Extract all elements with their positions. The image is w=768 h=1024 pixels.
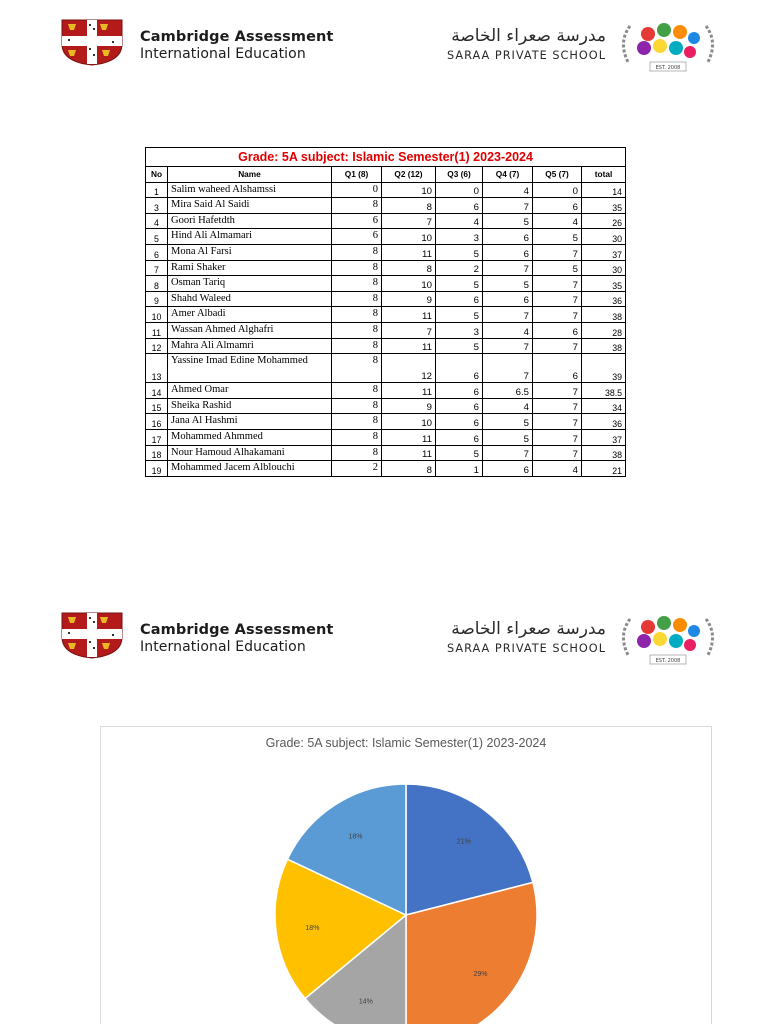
- cell-q4: 6: [483, 229, 533, 245]
- cell-total: 28: [582, 322, 626, 338]
- cell-q2: 10: [382, 414, 436, 430]
- cell-name: Mohammed Jacem Alblouchi: [168, 461, 332, 477]
- saraa-school-logo-icon: [616, 18, 720, 74]
- table-row: [146, 291, 626, 307]
- col-header-q1: Q1 (8): [332, 167, 382, 183]
- cell-q3: 4: [436, 213, 483, 229]
- cell-no: 17: [146, 429, 168, 445]
- cell-q2: 8: [382, 461, 436, 477]
- cell-q5: 4: [533, 213, 582, 229]
- cell-q5: 7: [533, 307, 582, 323]
- school-wordmark: [447, 621, 606, 654]
- cell-q5: 7: [533, 276, 582, 292]
- cell-no: 9: [146, 291, 168, 307]
- cell-q5: 7: [533, 383, 582, 399]
- cell-no: 12: [146, 338, 168, 354]
- cell-q2: 8: [382, 260, 436, 276]
- pie-chart: [100, 726, 712, 1024]
- cell-q5: 7: [533, 398, 582, 414]
- cell-q5: 6: [533, 322, 582, 338]
- cell-q3: 5: [436, 276, 483, 292]
- cell-q2: 11: [382, 338, 436, 354]
- cell-q5: 0: [533, 182, 582, 198]
- cell-q1: 8: [332, 398, 382, 414]
- cell-total: 34: [582, 398, 626, 414]
- cell-q3: 6: [436, 354, 483, 383]
- cell-total: 30: [582, 229, 626, 245]
- cell-q3: 2: [436, 260, 483, 276]
- cell-q4: 6: [483, 461, 533, 477]
- cell-q1: 8: [332, 445, 382, 461]
- table-row: [146, 244, 626, 260]
- table-row: [146, 445, 626, 461]
- cell-q4: 7: [483, 354, 533, 383]
- cell-q3: 3: [436, 322, 483, 338]
- pie-data-label: 29%: [473, 970, 488, 978]
- cell-name: Mona Al Farsi: [168, 244, 332, 260]
- cell-q4: 5: [483, 429, 533, 445]
- cell-q5: 7: [533, 244, 582, 260]
- cell-no: 18: [146, 445, 168, 461]
- cell-name: Sheika Rashid: [168, 398, 332, 414]
- cell-q1: 8: [332, 198, 382, 214]
- cell-q4: 7: [483, 445, 533, 461]
- cell-no: 6: [146, 244, 168, 260]
- cell-name: Rami Shaker: [168, 260, 332, 276]
- cell-no: 14: [146, 383, 168, 399]
- cell-q2: 11: [382, 244, 436, 260]
- cell-q3: 5: [436, 445, 483, 461]
- cell-q1: 8: [332, 354, 382, 383]
- saraa-school-logo-icon: [616, 611, 720, 667]
- cambridge-line1: Cambridge Assessment: [140, 622, 334, 638]
- cell-no: 10: [146, 307, 168, 323]
- cell-q4: 5: [483, 213, 533, 229]
- col-header-total: total: [582, 167, 626, 183]
- cell-q1: 8: [332, 244, 382, 260]
- cell-q5: 7: [533, 429, 582, 445]
- cell-total: 30: [582, 260, 626, 276]
- cambridge-line2: International Education: [140, 45, 306, 62]
- cell-q1: 8: [332, 307, 382, 323]
- cell-no: 4: [146, 213, 168, 229]
- cell-q2: 9: [382, 291, 436, 307]
- school-est: EST. 2008: [655, 65, 681, 71]
- col-header-q2: Q2 (12): [382, 167, 436, 183]
- cell-q5: 7: [533, 291, 582, 307]
- table-row: [146, 414, 626, 430]
- cell-q3: 6: [436, 291, 483, 307]
- table-row: [146, 398, 626, 414]
- cell-name: Osman Tariq: [168, 276, 332, 292]
- cell-q5: 7: [533, 414, 582, 430]
- cell-q1: 8: [332, 291, 382, 307]
- cell-q1: 8: [332, 276, 382, 292]
- cell-q4: 5: [483, 414, 533, 430]
- cell-q5: 4: [533, 461, 582, 477]
- cell-total: 21: [582, 461, 626, 477]
- table-title: Grade: 5A subject: Islamic Semester(1) 2023-2024: [146, 148, 626, 167]
- cell-q3: 3: [436, 229, 483, 245]
- cell-q4: 4: [483, 322, 533, 338]
- cell-q2: 10: [382, 182, 436, 198]
- cell-q4: 4: [483, 182, 533, 198]
- cell-q2: 8: [382, 198, 436, 214]
- cambridge-line1: Cambridge Assessment: [140, 29, 334, 45]
- cell-no: 3: [146, 198, 168, 214]
- table-row: [146, 322, 626, 338]
- chart-title: Grade: 5A subject: Islamic Semester(1) 2023-2024: [265, 736, 547, 750]
- cell-q1: 8: [332, 414, 382, 430]
- cell-no: 5: [146, 229, 168, 245]
- cell-no: 1: [146, 182, 168, 198]
- cell-no: 11: [146, 322, 168, 338]
- cell-no: 15: [146, 398, 168, 414]
- cell-total: 35: [582, 276, 626, 292]
- cell-q3: 6: [436, 429, 483, 445]
- cell-q4: 7: [483, 338, 533, 354]
- cell-total: 36: [582, 291, 626, 307]
- cell-q3: 6: [436, 398, 483, 414]
- table-row: [146, 198, 626, 214]
- cell-total: 37: [582, 244, 626, 260]
- pie-data-label: 14%: [358, 998, 373, 1006]
- pie-data-label: 21%: [456, 838, 471, 846]
- table-row: [146, 229, 626, 245]
- cell-q2: 11: [382, 429, 436, 445]
- cell-name: Jana Al Hashmi: [168, 414, 332, 430]
- cell-name: Shahd Waleed: [168, 291, 332, 307]
- cell-q4: 5: [483, 276, 533, 292]
- cell-q2: 11: [382, 307, 436, 323]
- cell-q1: 8: [332, 322, 382, 338]
- cell-q1: 8: [332, 429, 382, 445]
- cambridge-line2: International Education: [140, 638, 306, 655]
- cell-q1: 8: [332, 260, 382, 276]
- table-row: [146, 354, 626, 383]
- cell-q4: 4: [483, 398, 533, 414]
- cell-q5: 7: [533, 338, 582, 354]
- school-est: EST. 2008: [655, 658, 681, 664]
- cambridge-wordmark: [140, 30, 333, 61]
- cambridge-crest-icon: [60, 611, 124, 659]
- table-row: [146, 260, 626, 276]
- table-row: [146, 338, 626, 354]
- cell-name: Mahra Ali Almamri: [168, 338, 332, 354]
- school-name-english: SARAA PRIVATE SCHOOL: [447, 642, 606, 655]
- cell-name: Goori Hafetdth: [168, 213, 332, 229]
- col-header-name: Name: [168, 167, 332, 183]
- cell-q1: 8: [332, 383, 382, 399]
- cell-name: Hind Ali Almamari: [168, 229, 332, 245]
- cell-total: 38: [582, 445, 626, 461]
- cell-q5: 5: [533, 260, 582, 276]
- cell-total: 14: [582, 182, 626, 198]
- cell-q5: 5: [533, 229, 582, 245]
- cell-total: 35: [582, 198, 626, 214]
- page-header-bottom: [60, 611, 720, 667]
- cell-name: Yassine Imad Edine Mohammed: [168, 354, 332, 383]
- pie-data-label: 18%: [305, 924, 320, 932]
- cell-name: Mira Said Al Saidi: [168, 198, 332, 214]
- cell-total: 39: [582, 354, 626, 383]
- cell-q3: 1: [436, 461, 483, 477]
- cell-q5: 7: [533, 445, 582, 461]
- table-row: [146, 429, 626, 445]
- cell-q2: 7: [382, 213, 436, 229]
- cell-name: Ahmed Omar: [168, 383, 332, 399]
- cell-q3: 5: [436, 338, 483, 354]
- cell-no: 16: [146, 414, 168, 430]
- cell-name: Amer Albadi: [168, 307, 332, 323]
- cell-total: 37: [582, 429, 626, 445]
- school-name-arabic: مدرسة صعراء الخاصة: [451, 619, 606, 639]
- table-row: [146, 213, 626, 229]
- cell-q3: 5: [436, 244, 483, 260]
- cell-q4: 6.5: [483, 383, 533, 399]
- cell-q4: 7: [483, 307, 533, 323]
- col-header-q4: Q4 (7): [483, 167, 533, 183]
- cell-q3: 6: [436, 198, 483, 214]
- cell-q2: 10: [382, 229, 436, 245]
- table-row: [146, 182, 626, 198]
- cell-q2: 7: [382, 322, 436, 338]
- col-header-q3: Q3 (6): [436, 167, 483, 183]
- school-name-arabic: مدرسة صعراء الخاصة: [451, 26, 606, 46]
- cell-total: 38: [582, 307, 626, 323]
- page-header-top: [60, 18, 720, 74]
- cell-total: 36: [582, 414, 626, 430]
- col-header-q5: Q5 (7): [533, 167, 582, 183]
- pie-data-label: 18%: [348, 833, 363, 841]
- cell-q4: 6: [483, 291, 533, 307]
- cell-q1: 6: [332, 213, 382, 229]
- cell-q3: 6: [436, 414, 483, 430]
- school-wordmark: [447, 28, 606, 61]
- cell-q5: 6: [533, 354, 582, 383]
- cell-q1: 6: [332, 229, 382, 245]
- cell-name: Salim waheed Alshamssi: [168, 182, 332, 198]
- cell-q3: 0: [436, 182, 483, 198]
- cell-q1: 0: [332, 182, 382, 198]
- cell-q3: 5: [436, 307, 483, 323]
- school-name-english: SARAA PRIVATE SCHOOL: [447, 49, 606, 62]
- cell-q5: 6: [533, 198, 582, 214]
- table-row: [146, 461, 626, 477]
- cell-q1: 8: [332, 338, 382, 354]
- cell-total: 38: [582, 338, 626, 354]
- pie-chart-svg: [101, 727, 713, 1024]
- cell-q2: 12: [382, 354, 436, 383]
- cell-q3: 6: [436, 383, 483, 399]
- cell-no: 13: [146, 354, 168, 383]
- cell-q2: 11: [382, 383, 436, 399]
- cell-total: 26: [582, 213, 626, 229]
- cell-q2: 9: [382, 398, 436, 414]
- cell-q2: 11: [382, 445, 436, 461]
- grades-table: [145, 147, 625, 477]
- cell-no: 19: [146, 461, 168, 477]
- cell-q4: 6: [483, 244, 533, 260]
- col-header-no: No: [146, 167, 168, 183]
- cell-q1: 2: [332, 461, 382, 477]
- cell-name: Wassan Ahmed Alghafri: [168, 322, 332, 338]
- cell-q2: 10: [382, 276, 436, 292]
- cell-total: 38.5: [582, 383, 626, 399]
- cell-no: 8: [146, 276, 168, 292]
- cell-name: Nour Hamoud Alhakamani: [168, 445, 332, 461]
- cambridge-wordmark: [140, 623, 333, 654]
- table-row: [146, 383, 626, 399]
- table-row: [146, 276, 626, 292]
- table-row: [146, 307, 626, 323]
- cell-no: 7: [146, 260, 168, 276]
- cell-q4: 7: [483, 198, 533, 214]
- cell-name: Mohammed Ahmmed: [168, 429, 332, 445]
- cell-q4: 7: [483, 260, 533, 276]
- cambridge-crest-icon: [60, 18, 124, 66]
